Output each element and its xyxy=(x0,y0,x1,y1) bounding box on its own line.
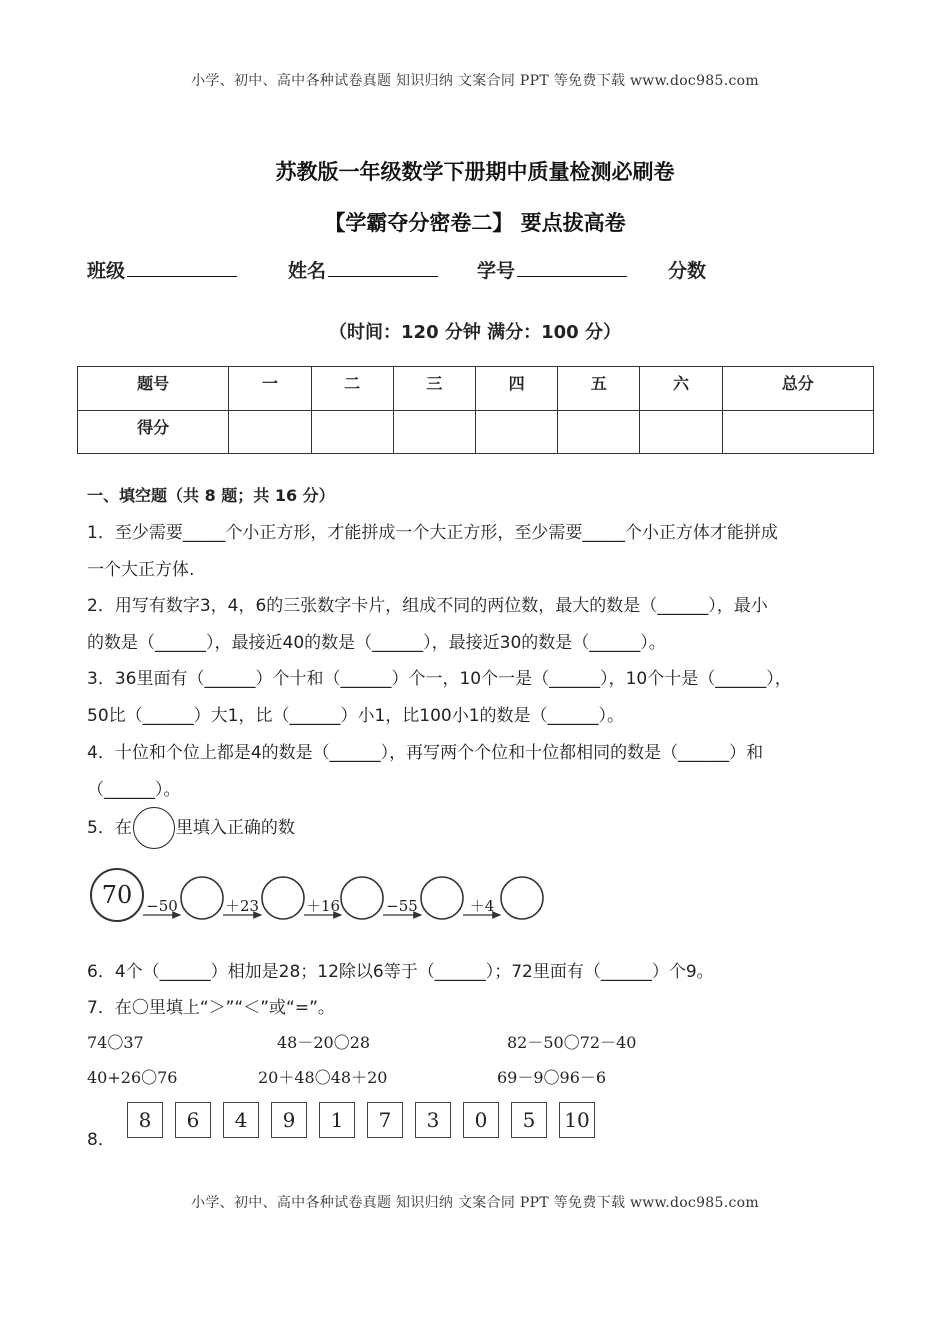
number-card: 7 xyxy=(367,1102,403,1138)
number-card: 0 xyxy=(463,1102,499,1138)
score-cell[interactable] xyxy=(640,410,722,454)
compare-item: 40+26〇76 xyxy=(87,1068,178,1087)
answer-circle-5[interactable] xyxy=(501,877,543,919)
page-footer: 小学、初中、高中各种试卷真题 知识归纳 文案合同 PPT 等免费下载 www.doc985.com xyxy=(191,1195,759,1211)
number-card: 1 xyxy=(319,1102,355,1138)
name-label: 姓名 xyxy=(288,260,327,282)
time-line: （时间：120 分钟 满分：100 分） xyxy=(329,322,621,343)
number-card: 3 xyxy=(415,1102,451,1138)
compare-item: 69－9〇96－6 xyxy=(497,1068,607,1087)
score-cell[interactable] xyxy=(558,410,640,454)
compare-item: 48－20〇28 xyxy=(277,1033,371,1052)
exam-subtitle: 【学霸夺分密卷二】 要点拔高卷 xyxy=(324,211,626,235)
class-blank[interactable] xyxy=(127,258,237,277)
compare-item: 82－50〇72－40 xyxy=(507,1033,637,1052)
question-1-line-1: 1．至少需要_____个小正方形，才能拼成一个大正方形，至少需要_____个小正方体才能拼成 xyxy=(87,523,778,543)
start-value: 70 xyxy=(101,881,133,909)
score-table-header-row xyxy=(78,367,874,411)
number-card: 4 xyxy=(223,1102,259,1138)
q5-chain-diagram xyxy=(87,867,557,927)
class-field xyxy=(87,256,237,283)
op-1: −50 xyxy=(146,897,178,915)
table-cell: 题号 xyxy=(78,367,229,411)
question-3-line-2: 50比（______）大1，比（______）小1，比100小1的数是（______）。 xyxy=(87,706,625,726)
score-label: 分数 xyxy=(668,260,707,282)
table-cell: 得分 xyxy=(78,410,229,454)
question-7: 7．在〇里填上“＞”“＜”或“=”。 xyxy=(87,998,335,1018)
name-field xyxy=(288,256,438,283)
exam-title: 苏教版一年级数学下册期中质量检测必刷卷 xyxy=(275,160,675,184)
class-label: 班级 xyxy=(87,260,126,282)
question-8-label: 8． xyxy=(87,1130,115,1150)
number-card: 5 xyxy=(511,1102,547,1138)
table-cell: 四 xyxy=(475,367,557,411)
question-5 xyxy=(87,807,295,849)
score-cell[interactable] xyxy=(393,410,475,454)
table-cell: 三 xyxy=(393,367,475,411)
question-4-line-1: 4．十位和个位上都是4的数是（______），再写两个个位和十位都相同的数是（______）和 xyxy=(87,743,764,763)
number-card: 9 xyxy=(271,1102,307,1138)
score-cell[interactable] xyxy=(722,410,873,454)
answer-circle-2[interactable] xyxy=(262,877,304,919)
question-3-line-1: 3．36里面有（______）个十和（______）个一，10个一是（______），10个十是（______）， xyxy=(87,669,792,689)
section-heading: 一、填空题（共 8 题；共 16 分） xyxy=(87,486,335,505)
circle-icon xyxy=(133,807,175,849)
table-cell: 一 xyxy=(229,367,311,411)
score-cell[interactable] xyxy=(229,410,311,454)
question-5-prefix: 5．在 xyxy=(87,818,132,838)
score-cell[interactable] xyxy=(311,410,393,454)
table-cell: 六 xyxy=(640,367,722,411)
compare-item: 20＋48〇48＋20 xyxy=(258,1068,388,1087)
score-field xyxy=(668,256,706,283)
name-blank[interactable] xyxy=(328,258,438,277)
score-table-score-row xyxy=(78,410,874,454)
op-3: ＋16 xyxy=(305,897,341,915)
question-1-line-2: 一个大正方体. xyxy=(87,560,195,580)
score-table xyxy=(77,366,874,454)
compare-item: 74〇37 xyxy=(87,1033,144,1052)
id-field xyxy=(477,256,627,283)
question-2-line-2: 的数是（______），最接近40的数是（______），最接近30的数是（______）。 xyxy=(87,633,666,653)
q5-chain xyxy=(87,867,557,927)
page-header: 小学、初中、高中各种试卷真题 知识归纳 文案合同 PPT 等免费下载 www.doc985.com xyxy=(191,73,759,89)
question-4-line-2: （______）。 xyxy=(87,780,181,800)
answer-circle-1[interactable] xyxy=(181,877,223,919)
question-2-line-1: 2．用写有数字3，4，6的三张数字卡片，组成不同的两位数，最大的数是（______），最小 xyxy=(87,596,768,616)
number-card: 6 xyxy=(175,1102,211,1138)
id-blank[interactable] xyxy=(517,258,627,277)
op-4: −55 xyxy=(386,897,418,915)
score-cell[interactable] xyxy=(475,410,557,454)
question-6: 6．4个（______）相加是28；12除以6等于（______）；72里面有（______）个9。 xyxy=(87,962,714,982)
id-label: 学号 xyxy=(477,260,516,282)
answer-circle-3[interactable] xyxy=(341,877,383,919)
op-5: ＋4 xyxy=(469,897,495,915)
table-cell: 五 xyxy=(558,367,640,411)
question-5-suffix: 里填入正确的数 xyxy=(175,818,295,838)
op-2: ＋23 xyxy=(224,897,260,915)
number-card: 8 xyxy=(127,1102,163,1138)
table-cell: 二 xyxy=(311,367,393,411)
number-card: 10 xyxy=(559,1102,595,1138)
table-cell: 总分 xyxy=(722,367,873,411)
answer-circle-4[interactable] xyxy=(421,877,463,919)
